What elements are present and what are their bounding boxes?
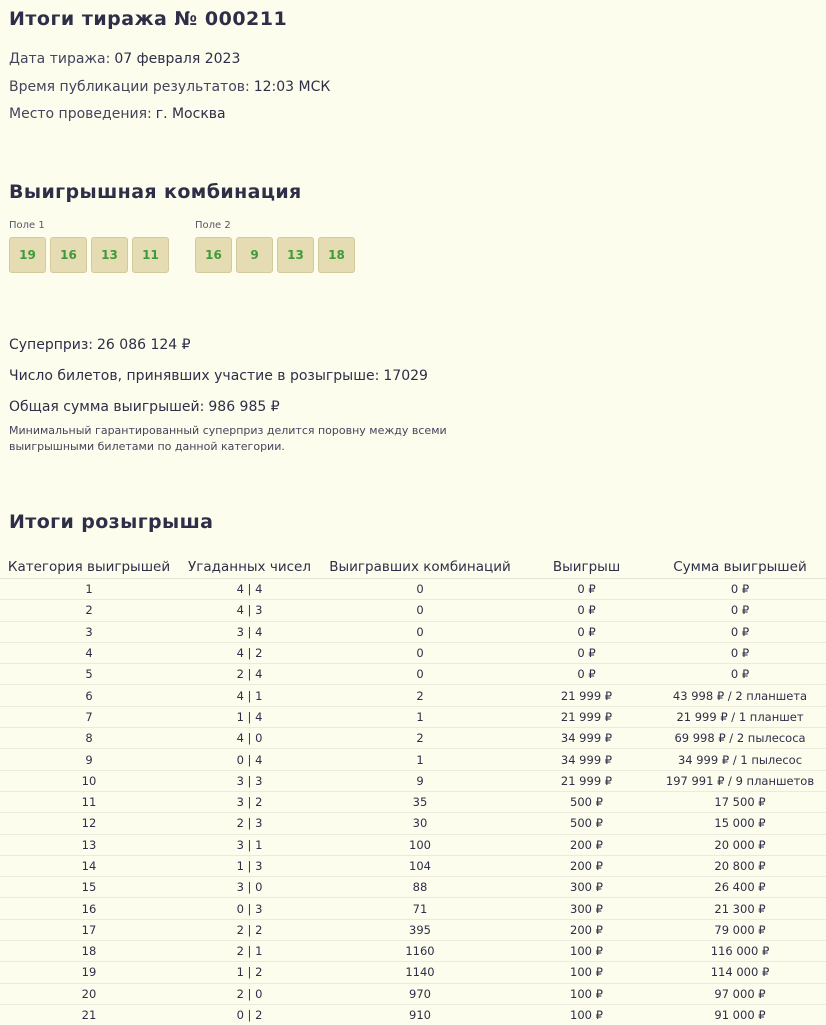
page-title: Итоги тиража № 000211	[9, 8, 287, 30]
table-cell: 21 999 ₽	[519, 706, 654, 727]
table-cell: 19	[0, 962, 178, 983]
table-cell: 0 ₽	[519, 642, 654, 663]
table-cell: 100 ₽	[519, 941, 654, 962]
table-cell: 13	[0, 834, 178, 855]
table-cell: 2 | 1	[178, 941, 321, 962]
results-table	[0, 556, 826, 1025]
column-header: Категория выигрышей	[0, 556, 178, 579]
table-cell: 2 | 4	[178, 664, 321, 685]
table-cell: 43 998 ₽ / 2 планшета	[654, 685, 826, 706]
table-cell: 395	[321, 919, 519, 940]
tickets-count-label: Число билетов, принявших участие в розыгрыше:	[9, 368, 379, 384]
table-row	[0, 898, 826, 919]
table-cell: 100	[321, 834, 519, 855]
table-cell: 21	[0, 1004, 178, 1025]
superprize	[9, 337, 191, 353]
draw-place	[9, 106, 226, 122]
table-cell: 9	[321, 770, 519, 791]
table-cell: 197 991 ₽ / 9 планшетов	[654, 770, 826, 791]
number-ball: 16	[50, 237, 87, 273]
table-cell: 3	[0, 621, 178, 642]
winning-combination-title: Выигрышная комбинация	[9, 181, 302, 203]
table-cell: 2	[321, 728, 519, 749]
table-cell: 3 | 0	[178, 877, 321, 898]
table-cell: 116 000 ₽	[654, 941, 826, 962]
table-cell: 1 | 4	[178, 706, 321, 727]
table-cell: 1	[321, 749, 519, 770]
table-cell: 0 ₽	[654, 621, 826, 642]
table-cell: 2 | 2	[178, 919, 321, 940]
results-body	[0, 579, 826, 1025]
total-winnings-value: 986 985 ₽	[208, 399, 279, 415]
table-cell: 0 ₽	[519, 621, 654, 642]
table-cell: 2 | 3	[178, 813, 321, 834]
table-cell: 97 000 ₽	[654, 983, 826, 1004]
number-ball: 9	[236, 237, 273, 273]
table-cell: 9	[0, 749, 178, 770]
field-1	[9, 220, 169, 273]
table-cell: 11	[0, 791, 178, 812]
table-row	[0, 941, 826, 962]
table-cell: 100 ₽	[519, 983, 654, 1004]
table-cell: 34 999 ₽ / 1 пылесос	[654, 749, 826, 770]
table-row	[0, 1004, 826, 1025]
table-row	[0, 834, 826, 855]
column-header: Выигрыш	[519, 556, 654, 579]
table-cell: 35	[321, 791, 519, 812]
table-cell: 34 999 ₽	[519, 749, 654, 770]
total-winnings-label: Общая сумма выигрышей:	[9, 399, 204, 415]
number-ball: 11	[132, 237, 169, 273]
table-cell: 3 | 3	[178, 770, 321, 791]
table-cell: 500 ₽	[519, 813, 654, 834]
table-cell: 12	[0, 813, 178, 834]
publish-time-label: Время публикации результатов:	[9, 79, 250, 95]
table-cell: 10	[0, 770, 178, 791]
table-cell: 0 | 3	[178, 898, 321, 919]
table-cell: 300 ₽	[519, 898, 654, 919]
table-row	[0, 600, 826, 621]
field-2	[195, 220, 355, 273]
table-row	[0, 706, 826, 727]
publish-time	[9, 79, 330, 95]
table-cell: 4 | 1	[178, 685, 321, 706]
table-cell: 71	[321, 898, 519, 919]
table-row	[0, 855, 826, 876]
table-cell: 34 999 ₽	[519, 728, 654, 749]
column-header: Сумма выигрышей	[654, 556, 826, 579]
table-cell: 0	[321, 600, 519, 621]
table-cell: 0	[321, 664, 519, 685]
table-cell: 300 ₽	[519, 877, 654, 898]
table-cell: 18	[0, 941, 178, 962]
table-cell: 15	[0, 877, 178, 898]
table-cell: 2	[321, 685, 519, 706]
table-cell: 4 | 4	[178, 579, 321, 600]
table-row	[0, 770, 826, 791]
table-row	[0, 962, 826, 983]
table-row	[0, 749, 826, 770]
table-row	[0, 642, 826, 663]
column-header: Выигравших комбинаций	[321, 556, 519, 579]
column-header: Угаданных чисел	[178, 556, 321, 579]
table-cell: 0 ₽	[654, 579, 826, 600]
table-cell: 104	[321, 855, 519, 876]
field-1-numbers	[9, 237, 169, 273]
table-cell: 26 400 ₽	[654, 877, 826, 898]
table-cell: 5	[0, 664, 178, 685]
superprize-note: Минимальный гарантированный суперприз делится поровну между всеми выигрышными билетами по данной категории.	[9, 423, 489, 455]
draw-date-value: 07 февраля 2023	[114, 51, 240, 67]
field-2-numbers	[195, 237, 355, 273]
table-row	[0, 621, 826, 642]
table-cell: 0 ₽	[519, 664, 654, 685]
field-2-label: Поле 2	[195, 220, 355, 231]
table-cell: 17	[0, 919, 178, 940]
table-cell: 21 300 ₽	[654, 898, 826, 919]
table-cell: 0	[321, 642, 519, 663]
table-cell: 1	[321, 706, 519, 727]
table-row	[0, 877, 826, 898]
table-cell: 8	[0, 728, 178, 749]
table-cell: 91 000 ₽	[654, 1004, 826, 1025]
tickets-count	[9, 368, 428, 384]
table-cell: 1140	[321, 962, 519, 983]
table-cell: 0 ₽	[654, 600, 826, 621]
table-cell: 30	[321, 813, 519, 834]
table-cell: 3 | 1	[178, 834, 321, 855]
table-cell: 0	[321, 579, 519, 600]
total-winnings	[9, 399, 280, 415]
table-row	[0, 685, 826, 706]
table-cell: 910	[321, 1004, 519, 1025]
table-cell: 88	[321, 877, 519, 898]
number-ball: 18	[318, 237, 355, 273]
table-cell: 79 000 ₽	[654, 919, 826, 940]
table-cell: 20	[0, 983, 178, 1004]
table-cell: 1 | 2	[178, 962, 321, 983]
table-cell: 970	[321, 983, 519, 1004]
table-cell: 1	[0, 579, 178, 600]
table-cell: 114 000 ₽	[654, 962, 826, 983]
draw-date-label: Дата тиража:	[9, 51, 110, 67]
table-cell: 500 ₽	[519, 791, 654, 812]
table-cell: 200 ₽	[519, 855, 654, 876]
number-ball: 13	[91, 237, 128, 273]
table-cell: 4 | 2	[178, 642, 321, 663]
table-cell: 0 | 4	[178, 749, 321, 770]
table-cell: 2 | 0	[178, 983, 321, 1004]
table-cell: 0 ₽	[519, 600, 654, 621]
table-row	[0, 983, 826, 1004]
table-cell: 20 800 ₽	[654, 855, 826, 876]
results-title: Итоги розыгрыша	[9, 511, 213, 533]
table-cell: 0 ₽	[519, 579, 654, 600]
publish-time-value: 12:03 МСК	[254, 79, 331, 95]
table-cell: 69 998 ₽ / 2 пылесоса	[654, 728, 826, 749]
tickets-count-value: 17029	[383, 368, 428, 384]
table-row	[0, 919, 826, 940]
table-cell: 17 500 ₽	[654, 791, 826, 812]
table-cell: 0 | 2	[178, 1004, 321, 1025]
table-cell: 2	[0, 600, 178, 621]
table-cell: 3 | 4	[178, 621, 321, 642]
superprize-label: Суперприз:	[9, 337, 93, 353]
field-1-label: Поле 1	[9, 220, 169, 231]
table-cell: 1160	[321, 941, 519, 962]
table-cell: 14	[0, 855, 178, 876]
table-cell: 4 | 3	[178, 600, 321, 621]
number-ball: 13	[277, 237, 314, 273]
table-row	[0, 791, 826, 812]
table-row	[0, 579, 826, 600]
table-cell: 21 999 ₽ / 1 планшет	[654, 706, 826, 727]
number-ball: 19	[9, 237, 46, 273]
table-row	[0, 813, 826, 834]
table-cell: 4	[0, 642, 178, 663]
number-ball: 16	[195, 237, 232, 273]
table-cell: 200 ₽	[519, 919, 654, 940]
table-cell: 4 | 0	[178, 728, 321, 749]
results-header-row	[0, 556, 826, 579]
table-cell: 0	[321, 621, 519, 642]
table-cell: 15 000 ₽	[654, 813, 826, 834]
table-cell: 100 ₽	[519, 962, 654, 983]
table-cell: 1 | 3	[178, 855, 321, 876]
draw-date	[9, 51, 240, 67]
table-cell: 0 ₽	[654, 642, 826, 663]
table-cell: 20 000 ₽	[654, 834, 826, 855]
table-row	[0, 664, 826, 685]
table-cell: 16	[0, 898, 178, 919]
table-row	[0, 728, 826, 749]
draw-place-label: Место проведения:	[9, 106, 152, 122]
table-cell: 6	[0, 685, 178, 706]
table-cell: 3 | 2	[178, 791, 321, 812]
draw-place-value: г. Москва	[156, 106, 226, 122]
table-cell: 21 999 ₽	[519, 685, 654, 706]
table-cell: 100 ₽	[519, 1004, 654, 1025]
table-cell: 200 ₽	[519, 834, 654, 855]
table-cell: 0 ₽	[654, 664, 826, 685]
table-cell: 21 999 ₽	[519, 770, 654, 791]
table-cell: 7	[0, 706, 178, 727]
superprize-value: 26 086 124 ₽	[97, 337, 191, 353]
